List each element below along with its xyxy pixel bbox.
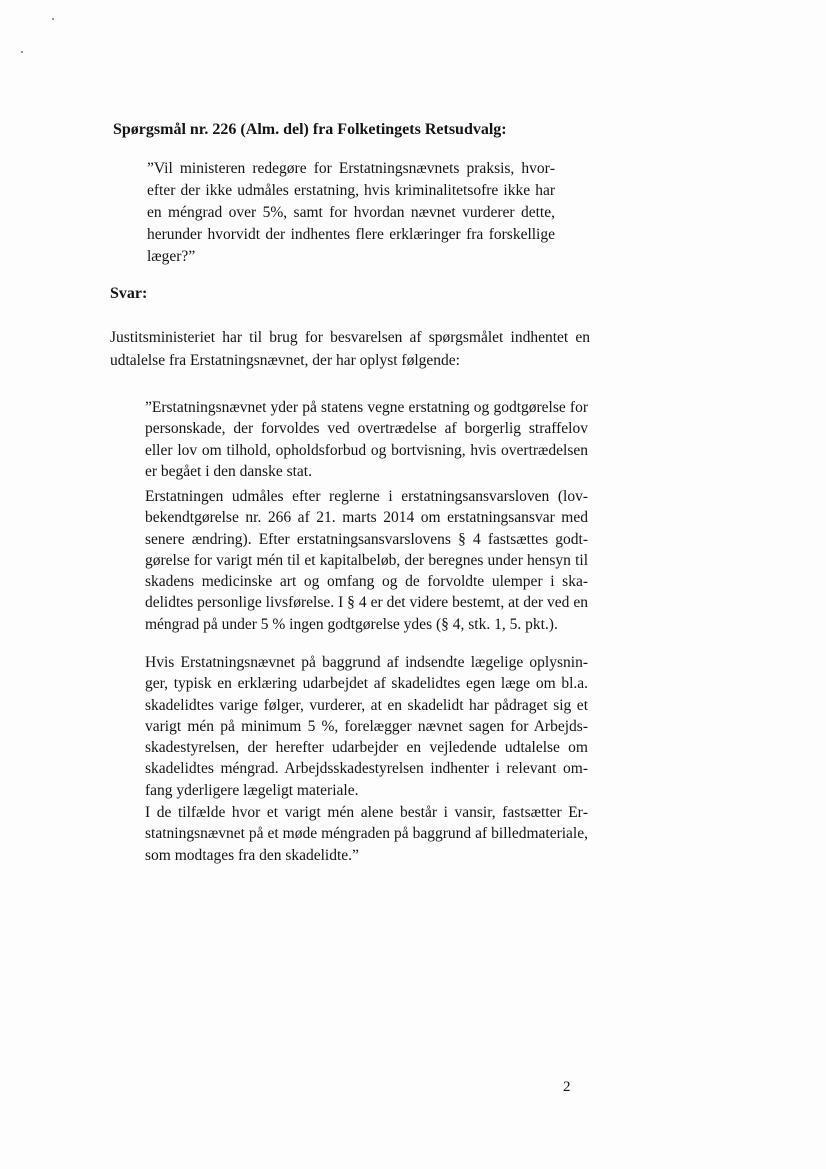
answer-intro: Justitsministeriet har til brug for besvarelsen af spørgsmålet indhentet en udtalelse fra Erstatningsnævnet, der har oplyst følgende: [110,329,590,369]
quoted-paragraph: Hvis Erstatningsnævnet på baggrund af indsendte lægelige oplysninger, typisk en erklæring udarbejdet af skadelidtes egen læge om bl.a. skadelidtes varige følger, vurderer, at en skadelidt har pådraget sig et varigt mén på minimum 5 %, forelægger nævnet sagen for Arbejdsskadestyrelsen, der herefter udarbejder en vejledende udtalelse om skadelidtes méngrad. Arbejdsskadestyrelsen indhenter i relevant omfang yderligere lægeligt materiale. [145,654,588,799]
answer-heading: Svar: [110,285,148,302]
question-text: ”Vil ministeren redegøre for Erstatningsnævnets praksis, hvorefter der ikke udmåles erstatning, hvis kriminalitetsofre ikke har en méngrad over 5%, samt for hvordan nævnet vurderer dette, herunder hvorvidt der indhentes flere erklæringer fra forskellige læger?” [147,160,555,265]
quoted-paragraph: Erstatningen udmåles efter reglerne i erstatningsansvarsloven (lovbekendtgørelse nr. 266 af 21. marts 2014 om erstatningsansvar med senere ændring). Efter erstatningsansvarslovens § 4 fastsættes godtgørelse for varigt mén til et kapitalbeløb, der beregnes under hensyn til skadens medicinske art og omfang og de forvoldte ulemper i skadelidtes personlige livsførelse. I § 4 er det videre bestemt, at der ved en méngrad på under 5 % ingen godtgørelse ydes (§ 4, stk. 1, 5. pkt.). [145,488,588,633]
scan-speck [21,51,23,53]
quoted-paragraph: ”Erstatningsnævnet yder på statens vegne erstatning og godtgørelse for personskade, der forvoldes ved overtrædelse af borgerlig straffelov eller lov om tilhold, opholdsforbud og bortvisning, hvis overtrædelsen er begået i den danske stat. [145,399,588,480]
page-number: 2 [563,1079,571,1095]
scan-speck [52,18,54,20]
question-heading: Spørgsmål nr. 226 (Alm. del) fra Folketingets Retsudvalg: [113,121,507,138]
quoted-paragraph: I de tilfælde hvor et varigt mén alene består i vansir, fastsætter Erstatningsnævnet på et møde méngraden på baggrund af billedmateriale, som modtages fra den skadelidte.” [145,804,588,864]
